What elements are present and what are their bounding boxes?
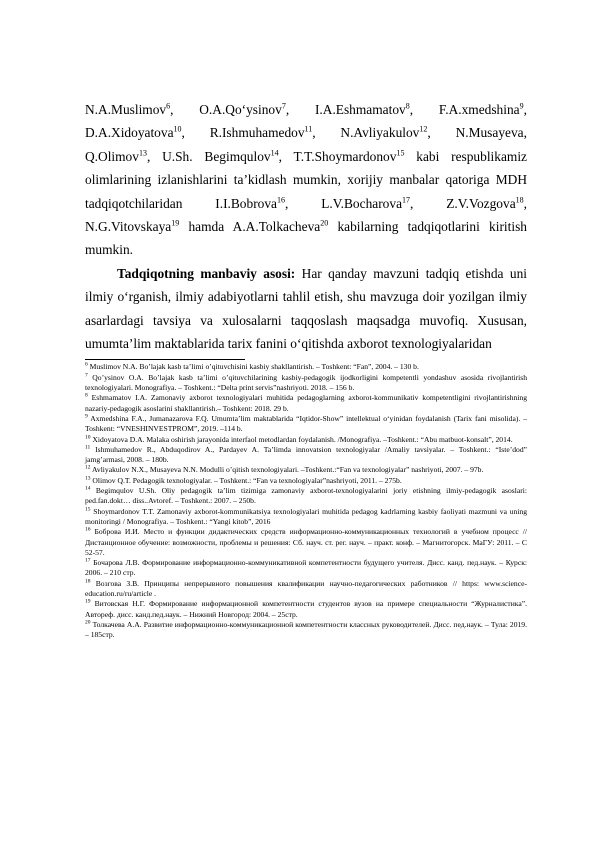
footnote-text: Muslimov N.A. Bo’lajak kasb ta’limi o’qituvchisini kasbiy shakllantirish. – Toshkent: “Fan”, 2004. – 130 b. (87, 362, 419, 372)
footnote-ref: 18 (515, 195, 524, 205)
footnote (85, 579, 527, 600)
footnote-separator (85, 359, 245, 360)
document-page (85, 98, 527, 640)
footnotes (85, 362, 527, 640)
footnote (85, 414, 527, 435)
footnote-number: 11 (85, 444, 91, 451)
footnote-number: 15 (85, 506, 91, 513)
footnote-ref: 19 (171, 218, 180, 228)
paragraph-sources-text: Har qanday mavzuni tadqiq etishda uni ilmiy o‘rganish, ilmiy adabiyotlarni tahlil etish, shu mavzuga doir yozilgan ilmiy asarlardagi tavsiya va xulosalarni taqqoslash maqsadga muvofiq. Xususan, umumta’lim maktablarida tarix fanini o‘qitishda axborot texnologiyalaridan (85, 265, 527, 352)
author-name: L.V.Bocharova (321, 195, 403, 211)
footnote-text: Витовская Н.Г. Формирование информационной компетентности студентов вузов на примере специальности “Журналистика”. Автореф. дисс. канд.пед.наук. – Нижний Новгород: 2004. – 25стр. (85, 599, 527, 619)
footnote-ref: 20 (320, 218, 329, 228)
footnote-ref: 9 (519, 101, 524, 111)
paragraph-authors: N.A.Muslimov$^6$, O.A.Qo‘ysinov$^7$, I.A.Eshmamatov$^8$, F.A.xmedshina$^9$, D.A.Xidoyatova$^{10}$, R.Ishmuhamedov$^{11}$, N.Avliyakulov$^{12}$, N.Musayeva, Q.Olimov$^{13}$, U.Sh. Begimqulov$^{14}$, T.T.Shoymardonov$^{15}$ kabi respublikamiz olimlarining izlanishlarini ta’kidlash mumkin, xorijiy manbalar qatoriga MDH tadqiqotchilaridan I.I.Bobrova$^{16}$, L.V.Bocharova$^{17}$, Z.V.Vozgova$^{18}$, N.G.Vitovskaya$^{19}$ hamda A.A.Tolkacheva$^{20}$ kabilarning tadqiqotlarini kiritish mumkin. (85, 101, 527, 258)
footnote-ref: 17 (402, 195, 411, 205)
main-text (85, 98, 527, 355)
footnote (85, 445, 527, 466)
footnote-number: 18 (85, 578, 91, 585)
author-name: F.A.xmedshina (438, 102, 520, 117)
author-name: T.T.Shoymardonov (293, 148, 397, 164)
footnote-number: 7 (85, 372, 88, 379)
footnote (85, 362, 527, 372)
author-name: A.A.Tolkacheva (232, 219, 321, 235)
author-name: D.A.Xidoyatova (85, 125, 174, 141)
author-name: R.Ishmuhamedov (209, 125, 305, 141)
footnote-text: Avliyakulov N.X., Musayeva N.N. Modulli o’qitish texnologiyalari. –Toshkent.:“Fan va texnologiyalar” nashriyoti, 2007. – 97b. (90, 465, 484, 475)
footnote-number: 17 (85, 557, 91, 564)
author-name: I.I.Bobrova (215, 195, 277, 211)
footnote-ref: 12 (419, 124, 428, 134)
footnote-number: 12 (85, 464, 91, 471)
footnote-number: 19 (85, 598, 91, 605)
footnote-ref: 16 (277, 195, 285, 205)
author-name: U.Sh. Begimqulov (162, 148, 271, 164)
footnote (85, 599, 527, 620)
section-heading: Tadqiqotning manbaviy asosi: (117, 265, 296, 281)
footnote (85, 507, 527, 528)
footnote-text: Begimqulov U.Sh. Oliy pedagogik ta’lim tizimiga zamonaviy axborot-texnologiyalarini joriy etishning ilmiy-pedagogik asoslari: ped.fan.dokt… diss..Avtoref. – Toshkent.: 2007. – 250b. (85, 486, 527, 506)
footnote-number: 10 (85, 434, 91, 441)
footnote-number: 16 (85, 526, 91, 533)
footnote-ref: 8 (405, 101, 410, 111)
footnote-ref: 13 (138, 148, 147, 158)
footnote-text: Shoymardonov T.T. Zamonaviy axborot-kommunikatsiya texnologiyalari muhitida pedagog kadrlarning kasbiy faoliyati mazmuni va uning monitoringi / Monografiya. – Toshkent.: “Yangi kitob”, 2016 (85, 506, 527, 526)
footnote (85, 558, 527, 579)
paragraph-sources (85, 262, 527, 356)
footnote (85, 486, 527, 507)
footnote-number: 8 (85, 392, 88, 399)
footnote-number: 13 (85, 475, 91, 482)
footnote (85, 373, 527, 394)
footnote-text: Qo’ysinov O.A. Bo’lajak kasb ta’limi o’qituvchilarining kasbiy-pedagogik ijodkorligini kompetentli yondashuv asosida rivojlantirish texnologiyalari. Monografiya. – Toshkent.: “Delta print servis”nashriyoti. 2018. – 156 b. (85, 372, 527, 393)
author-name: Q.Olimov (85, 148, 139, 164)
author-name: O.A.Qo‘ysinov (199, 102, 282, 117)
author-name: I.A.Eshmamatov (314, 102, 406, 117)
footnote-number: 6 (85, 361, 88, 368)
author-name: N.G.Vitovskaya (85, 219, 172, 235)
footnote-text: Возгова З.В. Принципы непрерывного повышения квалификации научно-педагогических работников // https: www.science-education.ru/ru/article . (85, 578, 527, 598)
footnote-ref: 7 (281, 101, 286, 111)
author-name: N.A.Muslimov (85, 102, 167, 117)
footnote-ref: 6 (166, 101, 171, 111)
footnote-text: Бочарова Л.В. Формирование информационно-коммуникативной компетентности будущего учителя. Дисс. канд. пед.наук. – Курск: 2006. – 210 стр. (85, 558, 527, 578)
footnote-number: 20 (85, 619, 91, 626)
footnote (85, 527, 527, 558)
footnote-text: Толкачева А.А. Развитие информационно-коммуникационной компетентности классных руководителей. Дисс. пед.наук. – Тула: 2019. – 185стр. (85, 619, 527, 640)
footnote-ref: 14 (270, 148, 279, 158)
footnote-text: Боброва И.И. Место и функции дидактических средств информационно-коммуникационных технологий в учебном процесс // Дистанционное обучение: возможности, проблемы и решения: Сб. науч. ст. рег. науч. – практ. конф. – Магнитогорск. МаГУ: 2011. – С 52-57. (85, 527, 527, 557)
author-name: N.Musayeva (455, 125, 524, 141)
footnote-text: Olimov Q.T. Pedagogik texnologiyalar. – Toshkent.: “Fan va texnologiyalar”nashriyoti, 2011. – 275b. (90, 475, 402, 485)
author-name: N.Avliyakulov (340, 125, 420, 141)
footnote (85, 435, 527, 445)
footnote-ref: 11 (304, 124, 313, 134)
footnote-number: 9 (85, 413, 88, 420)
footnote-ref: 10 (173, 124, 182, 134)
footnote (85, 476, 527, 486)
footnote (85, 620, 527, 641)
footnote-text: Axmedshina F.A., Jumanazarova F.Q. Umumta’lim maktablarida “Iqtidor-Show” intellektual o‘yinidan foydalanish (Tarix fani misolida). –Toshkent: “VNESHINVESTPROM”, 2019. –114 b. (85, 413, 527, 434)
footnote-ref: 15 (396, 148, 405, 158)
footnote-number: 14 (85, 485, 91, 492)
author-name: Z.V.Vozgova (446, 195, 516, 211)
footnote-text: Eshmamatov I.A. Zamonaviy axborot texnologiyalari muhitida pedagoglarning axborot-kommunikativ kompetentligini rivojlantirishning nazariy-pedagogik asoslarini shakllantirish.– Toshkent: 2018. 29 b. (85, 393, 527, 413)
footnote-text: Xidoyatova D.A. Malaka oshirish jarayonida interfaol metodlardan foydalanish. /Monografiya. –Toshkent.: “Abu matbuot-konsalt”, 2014. (90, 434, 513, 444)
footnote-text: Ishmuhamedov R., Abduqodirov A., Pardayev A. Ta’limda innovatsion texnologiyalar /Amaliy tavsiyalar. – Toshkent.: “Iste’dod” jamg’armasi, 2008. – 180b. (85, 444, 527, 465)
footnote (85, 465, 527, 475)
footnote (85, 393, 527, 414)
